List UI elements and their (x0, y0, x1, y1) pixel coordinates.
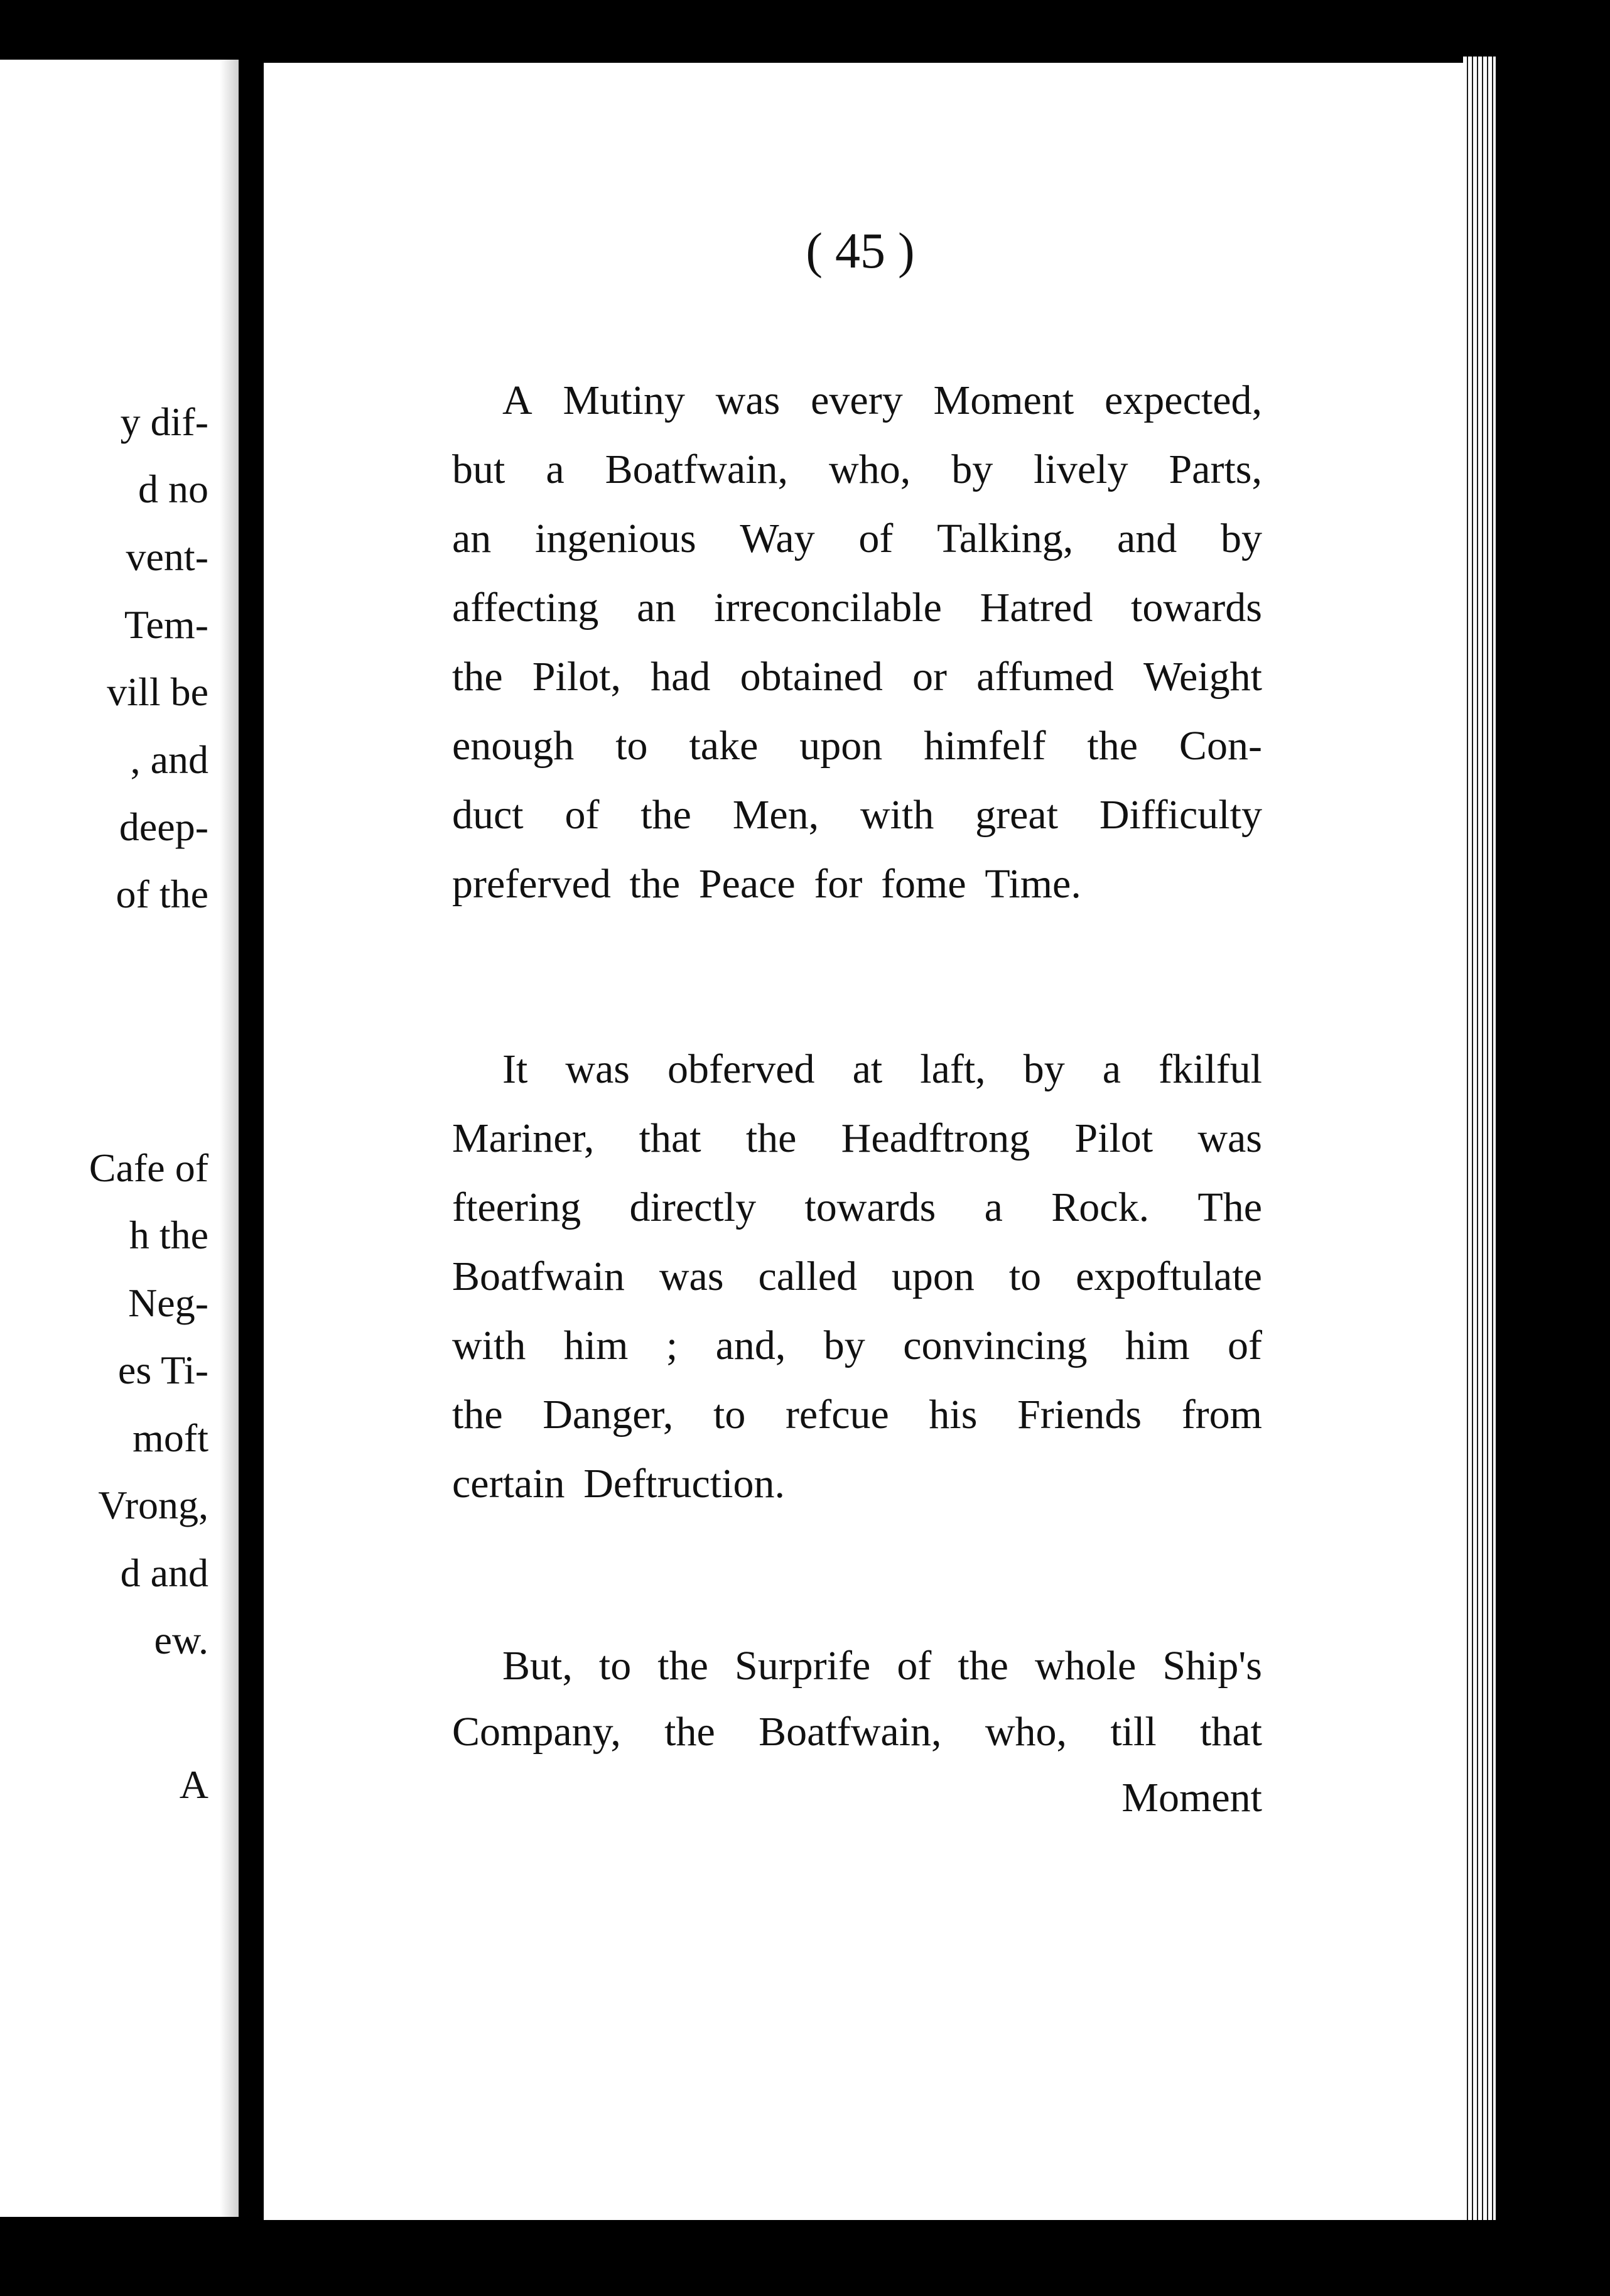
word: a (1102, 1046, 1121, 1092)
word: Company, (452, 1709, 621, 1755)
word: Boatfwain, (759, 1709, 942, 1755)
word: a (984, 1184, 1003, 1230)
word: of (897, 1643, 932, 1689)
word: ; (666, 1323, 678, 1368)
word: by (951, 447, 993, 492)
word: But, (502, 1643, 573, 1689)
word: Headftrong (841, 1115, 1030, 1161)
word: for (814, 861, 863, 907)
word: convincing (903, 1323, 1088, 1368)
left-line: Neg- (128, 1281, 208, 1325)
word: Friends (1017, 1392, 1142, 1438)
word: Boatfwain, (605, 447, 789, 492)
word: but (452, 447, 505, 492)
word: duct (452, 792, 524, 838)
text-line (452, 1256, 1262, 1297)
word: It (502, 1046, 528, 1092)
text-line (452, 1463, 1262, 1505)
word: Peace (698, 861, 796, 907)
word: obtained (740, 654, 883, 700)
word: upon (891, 1254, 975, 1299)
left-line: Vrong, (98, 1483, 208, 1527)
word: the (629, 861, 681, 907)
word: upon (799, 723, 883, 769)
text-line (452, 656, 1262, 698)
word: Surprife (734, 1643, 871, 1689)
word: and, (715, 1323, 786, 1368)
text-line (452, 1645, 1262, 1687)
left-line: vent- (126, 534, 208, 579)
left-line: d no (138, 467, 208, 511)
left-page (0, 60, 239, 2217)
left-line: Tem- (124, 602, 208, 647)
word: Parts, (1169, 447, 1262, 492)
word: was (715, 377, 781, 423)
left-catchword: A (179, 1762, 208, 1807)
word: that (639, 1115, 701, 1161)
text-line (452, 587, 1262, 629)
word: Weight (1143, 654, 1262, 700)
word: was (1197, 1115, 1262, 1161)
text-line (452, 1046, 1262, 1092)
word: to (615, 723, 648, 769)
word: lively (1034, 447, 1128, 492)
word: the (1087, 723, 1138, 769)
word: by (1023, 1046, 1065, 1092)
word: himfelf (924, 723, 1046, 769)
word: Way (740, 516, 815, 561)
word: towards (804, 1184, 936, 1230)
word: who, (985, 1709, 1067, 1755)
word: Mariner, (452, 1115, 595, 1161)
word: had (651, 654, 711, 700)
left-line: of the (116, 872, 208, 916)
text-line (452, 1115, 1262, 1161)
left-line: Cafe of (89, 1145, 208, 1190)
word: to (1008, 1254, 1042, 1299)
left-line: h the (129, 1213, 208, 1257)
word: and (1116, 516, 1177, 561)
word: Pilot, (532, 654, 621, 700)
word: affumed (976, 654, 1114, 700)
word: with (860, 792, 934, 838)
word: who, (829, 447, 911, 492)
word: irreconcilable (714, 585, 942, 631)
left-line: y dif- (120, 399, 208, 444)
word: directly (629, 1184, 757, 1230)
word: to (713, 1392, 746, 1438)
word: Men, (732, 792, 819, 838)
word: by (1220, 516, 1262, 561)
word: preferved (452, 861, 611, 907)
word: Difficulty (1099, 792, 1262, 838)
catchword: Moment (1121, 1775, 1262, 1821)
word: or (912, 654, 947, 700)
text-line (452, 1394, 1262, 1436)
left-line: es Ti- (117, 1348, 208, 1392)
word: called (758, 1254, 857, 1299)
word: Ship's (1162, 1643, 1262, 1689)
word: certain (452, 1461, 565, 1507)
word: fkilful (1159, 1046, 1262, 1092)
word: the (958, 1643, 1008, 1689)
word: Hatred (980, 585, 1093, 631)
text-line (452, 794, 1262, 836)
page-fold-shadow (220, 60, 239, 2217)
word: the (452, 654, 503, 700)
word: the (657, 1643, 708, 1689)
word: obferved (667, 1046, 815, 1092)
text-line (452, 725, 1262, 767)
word: Mutiny (563, 377, 685, 423)
text-line (452, 377, 1262, 423)
word: Talking, (937, 516, 1074, 561)
word: the (640, 792, 691, 838)
left-line: ew. (154, 1618, 208, 1662)
word: Danger, (543, 1392, 674, 1438)
page-number: ( 45 ) (806, 224, 915, 279)
word: Moment (933, 377, 1074, 423)
word: Deftruction. (583, 1461, 785, 1507)
word: Con- (1179, 723, 1262, 769)
text-line (452, 449, 1262, 490)
word: an (637, 585, 676, 631)
text-line (452, 861, 1262, 907)
word: of (1227, 1323, 1262, 1368)
left-line: , and (130, 737, 208, 782)
text-line (452, 1184, 1262, 1230)
word: expoftulate (1076, 1254, 1262, 1299)
word: enough (452, 723, 575, 769)
word: an (452, 516, 492, 561)
text-line (452, 1711, 1262, 1753)
word: great (975, 792, 1059, 838)
word: the (452, 1392, 503, 1438)
text-line (452, 1325, 1262, 1367)
word: whole (1035, 1643, 1137, 1689)
left-line: vill be (107, 669, 208, 714)
book-gutter (239, 0, 264, 2296)
word: at (852, 1046, 883, 1092)
word: fome (881, 861, 966, 907)
word: affecting (452, 585, 599, 631)
text-line (452, 518, 1262, 560)
word: towards (1130, 585, 1262, 631)
left-line: moft (132, 1416, 208, 1460)
word: the (745, 1115, 797, 1161)
word: fteering (452, 1184, 581, 1230)
word: laft, (920, 1046, 986, 1092)
word: Boatfwain (452, 1254, 625, 1299)
word: Time. (985, 861, 1081, 907)
word: Pilot (1074, 1115, 1153, 1161)
word: of (858, 516, 894, 561)
word: refcue (785, 1392, 889, 1438)
word: take (689, 723, 759, 769)
word: his (929, 1392, 978, 1438)
word: a (546, 447, 565, 492)
word: him (563, 1323, 629, 1368)
word: was (659, 1254, 724, 1299)
word: him (1125, 1323, 1190, 1368)
word: the (664, 1709, 715, 1755)
word: from (1181, 1392, 1262, 1438)
word: to (598, 1643, 632, 1689)
word: by (823, 1323, 865, 1368)
word: ingenious (535, 516, 696, 561)
word: A (502, 377, 532, 423)
word: was (565, 1046, 630, 1092)
left-line: deep- (119, 804, 208, 849)
word: till (1110, 1709, 1157, 1755)
word: The (1197, 1184, 1262, 1230)
word: that (1199, 1709, 1262, 1755)
word: Rock. (1051, 1184, 1150, 1230)
word: expected, (1104, 377, 1262, 423)
word: every (811, 377, 903, 423)
word: with (452, 1323, 526, 1368)
word: of (565, 792, 600, 838)
left-line: d and (120, 1551, 208, 1595)
page-edges (1463, 57, 1496, 2220)
